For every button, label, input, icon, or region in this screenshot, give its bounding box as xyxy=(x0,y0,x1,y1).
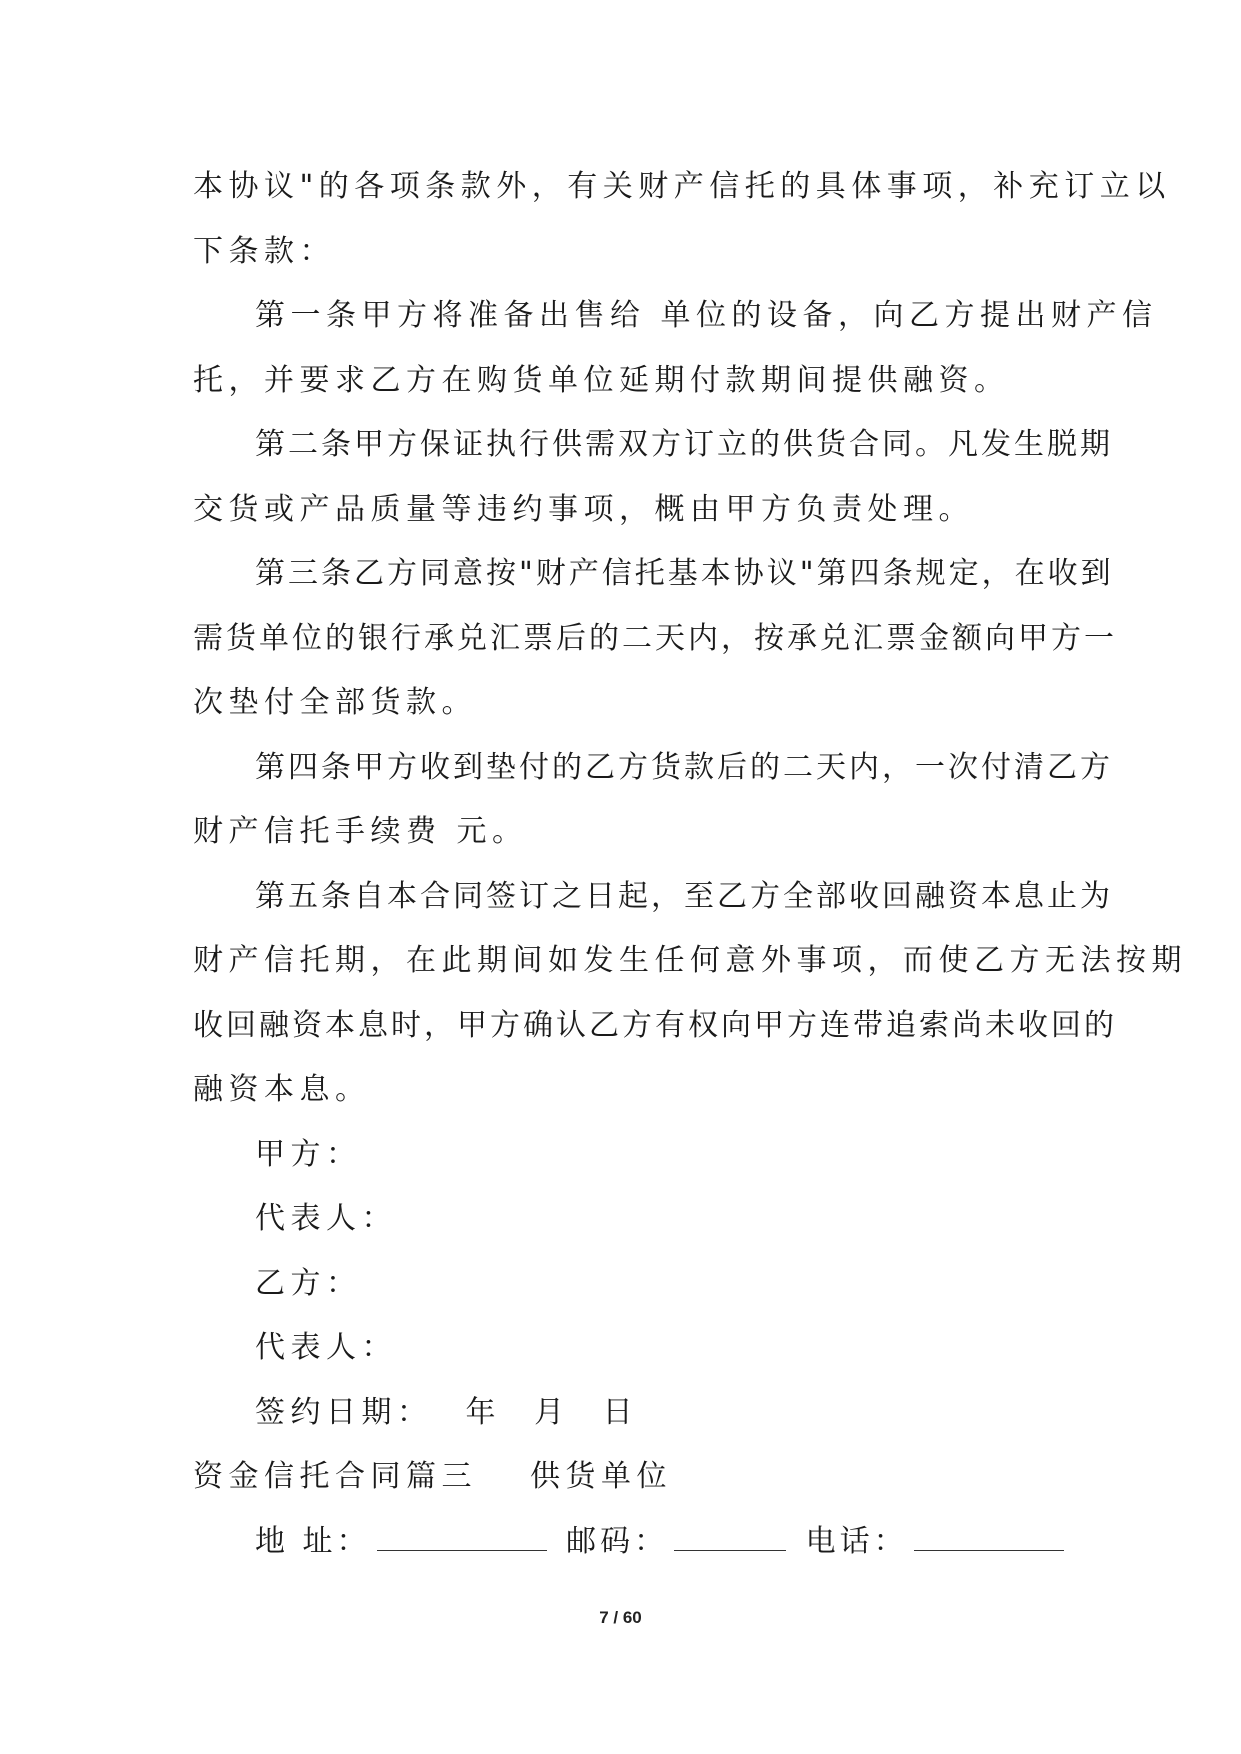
clause-4-line: 财产信托手续费 元。 xyxy=(193,814,528,849)
clause-2-line: 交货或产品质量等违约事项，概由甲方负责处理。 xyxy=(193,491,974,527)
signing-date-label: 签约日期： 年 月 日 xyxy=(255,1394,639,1430)
address-row xyxy=(193,1510,1053,1575)
section-heading: 资金信托合同篇三 供货单位 xyxy=(193,1459,673,1494)
party-a-label: 甲方： xyxy=(255,1136,362,1172)
paragraph-line: 下条款： xyxy=(193,233,335,269)
party-b-representative-label: 代表人： xyxy=(255,1330,397,1365)
party-a-representative-label: 代表人： xyxy=(255,1201,397,1236)
document-body xyxy=(193,155,1187,1574)
address-label: 地 址： xyxy=(255,1523,371,1559)
clause-3-line: 第三条乙方同意按"财产信托基本协议"第四条规定，在收到 xyxy=(255,556,1114,591)
clause-5-line: 收回融资本息时，甲方确认乙方有权向甲方连带追索尚未收回的 xyxy=(193,1007,1117,1043)
clause-4-line: 第四条甲方收到垫付的乙方货款后的二天内，一次付清乙方 xyxy=(255,749,1113,785)
postcode-blank xyxy=(674,1518,786,1551)
clause-5-line: 第五条自本合同签订之日起，至乙方全部收回融资本息止为 xyxy=(255,878,1113,914)
clause-5-line: 财产信托期，在此期间如发生任何意外事项，而使乙方无法按期 xyxy=(193,943,1187,978)
page-number: 7 / 60 xyxy=(599,1608,642,1627)
address-blank xyxy=(377,1518,547,1551)
clause-1-line: 托，并要求乙方在购货单位延期付款期间提供融资。 xyxy=(193,362,1010,398)
phone-blank xyxy=(914,1518,1064,1551)
clause-2-line: 第二条甲方保证执行供需双方订立的供货合同。凡发生脱期 xyxy=(255,427,1113,462)
paragraph-line: 本协议"的各项条款外，有关财产信托的具体事项，补充订立以 xyxy=(193,169,1171,204)
clause-3-line: 需货单位的银行承兑汇票后的二天内，按承兑汇票金额向甲方一 xyxy=(193,620,1117,656)
party-b-label: 乙方： xyxy=(255,1265,362,1301)
clause-1-line: 第一条甲方将准备出售给 单位的设备，向乙方提出财产信 xyxy=(255,298,1158,333)
clause-3-line: 次垫付全部货款。 xyxy=(193,685,477,720)
clause-5-line: 融资本息。 xyxy=(193,1072,371,1107)
postcode-label: 邮码： xyxy=(566,1523,669,1559)
phone-label: 电话： xyxy=(805,1523,908,1559)
